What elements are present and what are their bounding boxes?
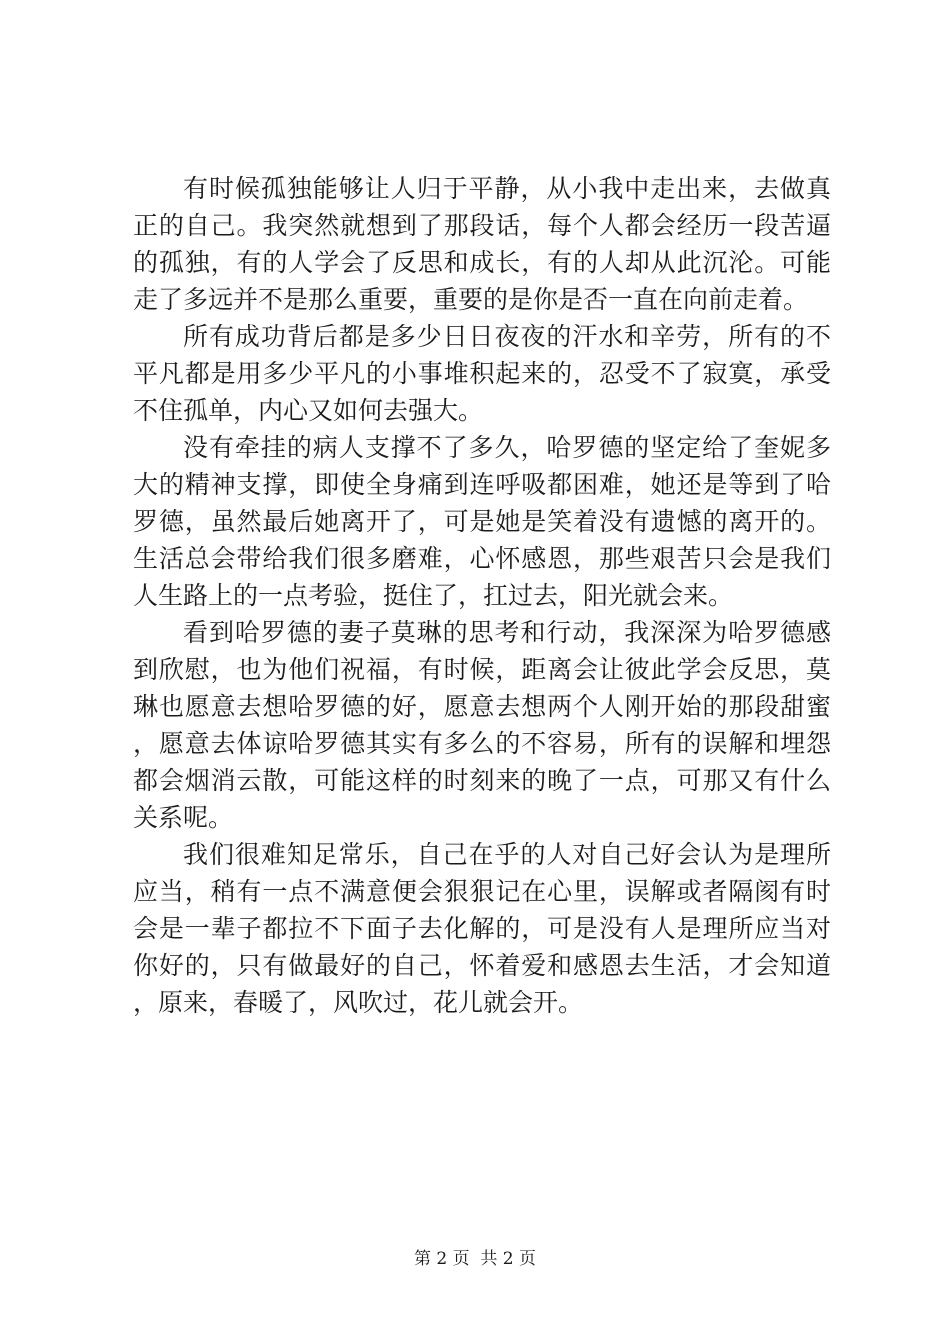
page-number-label: 第 2 页 共 2 页 xyxy=(413,1249,537,1269)
paragraph: 我们很难知足常乐，自己在乎的人对自己好会认为是理所应当，稍有一点不满意便会狠狠记在心里，误解或者隔阂有时会是一辈子都拉不下面子去化解的，可是没有人是理所应当对你好的，只有做最好的自己，怀着爱和感恩去生活，才会知道，原来，春暖了，风吹过，花儿就会开。 xyxy=(133,840,831,1017)
paragraph: 有时候孤独能够让人归于平静，从小我中走出来，去做真正的自己。我突然就想到了那段话，每个人都会经历一段苦逼的孤独，有的人学会了反思和成长，有的人却从此沉沦。可能走了多远并不是那么重要，重要的是你是否一直在向前走着。 xyxy=(133,174,831,314)
document-body xyxy=(133,170,831,1021)
page-footer xyxy=(0,1244,950,1269)
paragraph: 没有牵挂的病人支撑不了多久，哈罗德的坚定给了奎妮多大的精神支撑，即使全身痛到连呼吸都困难，她还是等到了哈罗德，虽然最后她离开了，可是她是笑着没有遗憾的离开的。生活总会带给我们很多磨难，心怀感恩，那些艰苦只会是我们人生路上的一点考验，挺住了，扛过去，阳光就会来。 xyxy=(133,433,831,610)
paragraph: 所有成功背后都是多少日日夜夜的汗水和辛劳，所有的不平凡都是用多少平凡的小事堆积起来的，忍受不了寂寞，承受不住孤单，内心又如何去强大。 xyxy=(133,322,831,425)
paragraph: 看到哈罗德的妻子莫琳的思考和行动，我深深为哈罗德感到欣慰，也为他们祝福，有时候，距离会让彼此学会反思，莫琳也愿意去想哈罗德的好，愿意去想两个人刚开始的那段甜蜜，愿意去体谅哈罗德其实有多么的不容易，所有的误解和埋怨都会烟消云散，可能这样的时刻来的晚了一点，可那又有什么关系呢。 xyxy=(133,618,831,832)
